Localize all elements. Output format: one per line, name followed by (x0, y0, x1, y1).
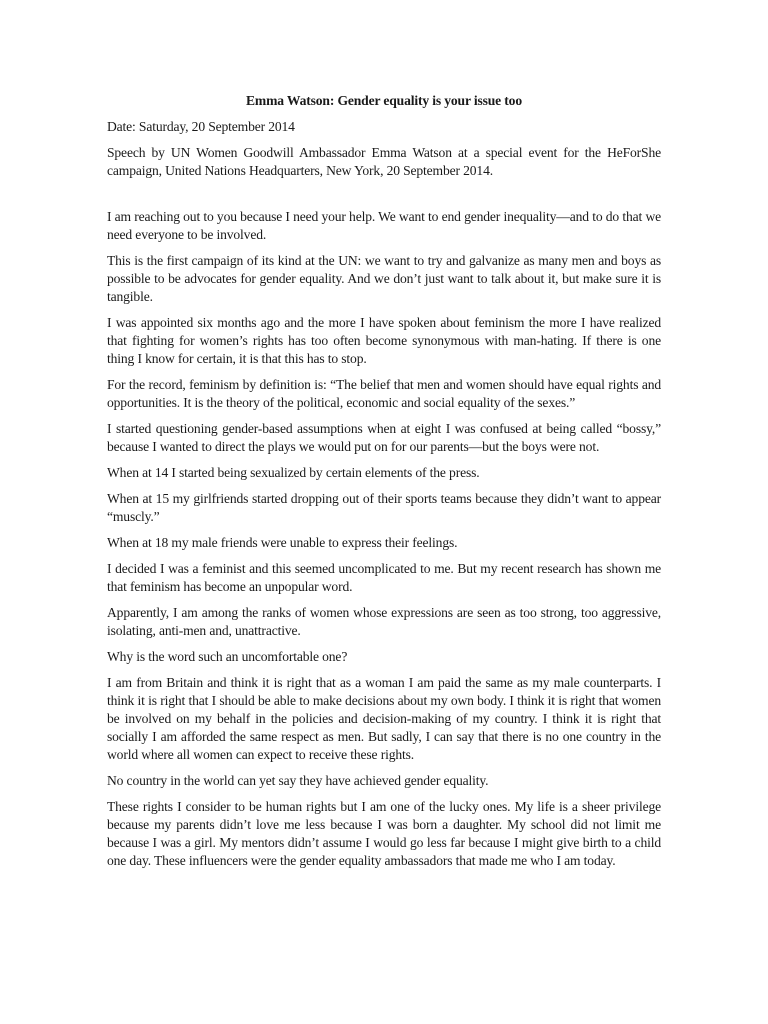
section-gap (107, 188, 661, 208)
paragraph: For the record, feminism by definition is: “The belief that men and women should have equal rights and opportunities. It is the theory of the political, economic and social equality of the sexes.” (107, 377, 661, 410)
paragraph: Why is the word such an uncomfortable one? (107, 649, 348, 664)
paragraph: These rights I consider to be human rights but I am one of the lucky ones. My life is a sheer privilege because my parents didn’t love me less because I was born a daughter. My school did not limit me because I was a girl. My mentors didn’t assume I would go less far because I might give birth to a child one day. These influencers were the gender equality ambassadors that made me who I am today. (107, 799, 661, 868)
paragraph: When at 14 I started being sexualized by certain elements of the press. (107, 465, 480, 480)
paragraph: Apparently, I am among the ranks of women whose expressions are seen as too strong, too aggressive, isolating, anti-men and, unattractive. (107, 605, 661, 638)
paragraph: I am reaching out to you because I need your help. We want to end gender inequality—and to do that we need everyone to be involved. (107, 209, 661, 242)
paragraph: I was appointed six months ago and the more I have spoken about feminism the more I have realized that fighting for women’s rights has too often become synonymous with man-hating. If there is one thing I know for certain, it is that this has to stop. (107, 315, 661, 366)
paragraph: I started questioning gender-based assumptions when at eight I was confused at being called “bossy,” because I wanted to direct the plays we would put on for our parents—but the boys were not. (107, 421, 661, 454)
paragraph: No country in the world can yet say they have achieved gender equality. (107, 773, 489, 788)
paragraph: I decided I was a feminist and this seemed uncomplicated to me. But my recent research has shown me that feminism has become an unpopular word. (107, 561, 661, 594)
date-line: Date: Saturday, 20 September 2014 (107, 119, 295, 134)
intro-paragraph: Speech by UN Women Goodwill Ambassador Emma Watson at a special event for the HeForShe campaign, United Nations Headquarters, New York, 20 September 2014. (107, 145, 661, 178)
document-title: Emma Watson: Gender equality is your issue too (246, 93, 522, 108)
paragraph: This is the first campaign of its kind at the UN: we want to try and galvanize as many men and boys as possible to be advocates for gender equality. And we don’t just want to talk about it, but make sure it is tangible. (107, 253, 661, 304)
paragraph: I am from Britain and think it is right that as a woman I am paid the same as my male counterparts. I think it is right that I should be able to make decisions about my own body. I think it is right that women be involved on my behalf in the policies and decision-making of my country. I think it is right that socially I am afforded the same respect as men. But sadly, I can say that there is no one country in the world where all women can expect to receive these rights. (107, 675, 661, 762)
paragraph: When at 18 my male friends were unable to express their feelings. (107, 535, 458, 550)
paragraph: When at 15 my girlfriends started dropping out of their sports teams because they didn’t want to appear “muscly.” (107, 491, 661, 524)
document-page (107, 92, 661, 878)
